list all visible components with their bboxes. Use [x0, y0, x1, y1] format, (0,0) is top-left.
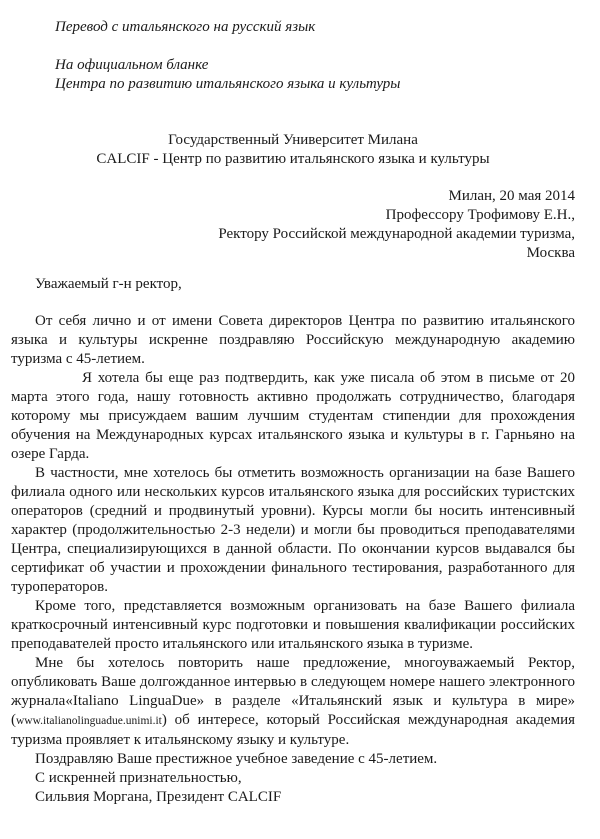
valediction: С искренней признательностью,	[35, 770, 242, 786]
letter-body	[11, 312, 575, 807]
letterhead-note	[55, 56, 575, 94]
paragraph-1: От себя лично и от имени Совета директоров Центра по развитию итальянского языка и культуры искренне поздравляю Российскую международную академию туризма с 45-летием.	[11, 313, 575, 367]
paragraph-5-text-before-url: Мне бы хотелось повторить наше предложение, многоуважаемый Ректор, опубликовать Ваше долгожданное интервью в следующем номере нашего электронного журнала«Italiano LinguaDue» в разделе «Итальянский язык и культура в мире» (	[11, 655, 575, 728]
org-center-name: CALCIF - Центр по развитию итальянского языка и культуры	[96, 151, 490, 167]
recipient-title: Ректору Российской международной академии туризма,	[218, 226, 575, 242]
recipient-city: Москва	[526, 245, 575, 261]
translation-note: Перевод с итальянского на русский язык	[55, 19, 316, 35]
letterhead-line-2: Центра по развитию итальянского языка и культуры	[55, 76, 401, 92]
paragraph-5-text-after-url: ) об интересе, который Российская международная академия туризма проявляет к итальянскому языку и культуре.	[11, 712, 575, 748]
congratulation-line: Поздравляю Ваше престижное учебное заведение с 45-летием.	[35, 751, 438, 767]
date-place: Милан, 20 мая 2014	[448, 188, 575, 204]
paragraph-5	[11, 654, 575, 750]
recipient-name: Профессору Трофимову Е.Н.,	[385, 207, 575, 223]
salutation: Уважаемый г-н ректор,	[35, 276, 182, 292]
journal-url: www.italianolinguadue.unimi.it	[16, 715, 162, 727]
paragraph-3: В частности, мне хотелось бы отметить возможность организации на базе Вашего филиала одного или нескольких курсов итальянского языка для российских туристских операторов (средний и продвинутый уровни). Курсы могли бы носить интенсивный характер (продолжительностью 2-3 недели) и могли бы проводиться преподавателями Центра, специализирующихся в данной области. По окончании курсов выдавался бы сертификат об участии и прохождении финального тестирования, разработанного для туроператоров.	[11, 465, 575, 595]
org-name: Государственный Университет Милана	[168, 132, 418, 148]
letterhead-line-1: На официальном бланке	[55, 57, 209, 73]
address-block	[11, 187, 575, 263]
paragraph-2: Я хотела бы еще раз подтвердить, как уже писала об этом в письме от 20 марта этого года, нашу готовность активно продолжать сотрудничество, благодаря которому мы присуждаем вашим лучшим студентам стипендии для прохождения обучения на Международных курсах итальянского языка и культуры в г. Гарньяно на озере Гарда.	[11, 370, 575, 462]
signature: Сильвия Моргана, Президент CALCIF	[35, 789, 282, 805]
org-header	[11, 131, 575, 169]
paragraph-4: Кроме того, представляется возможным организовать на базе Вашего филиала краткосрочный интенсивный курс подготовки и повышения квалификации российских преподавателей просто итальянского или итальянского языка в туризме.	[11, 598, 575, 652]
